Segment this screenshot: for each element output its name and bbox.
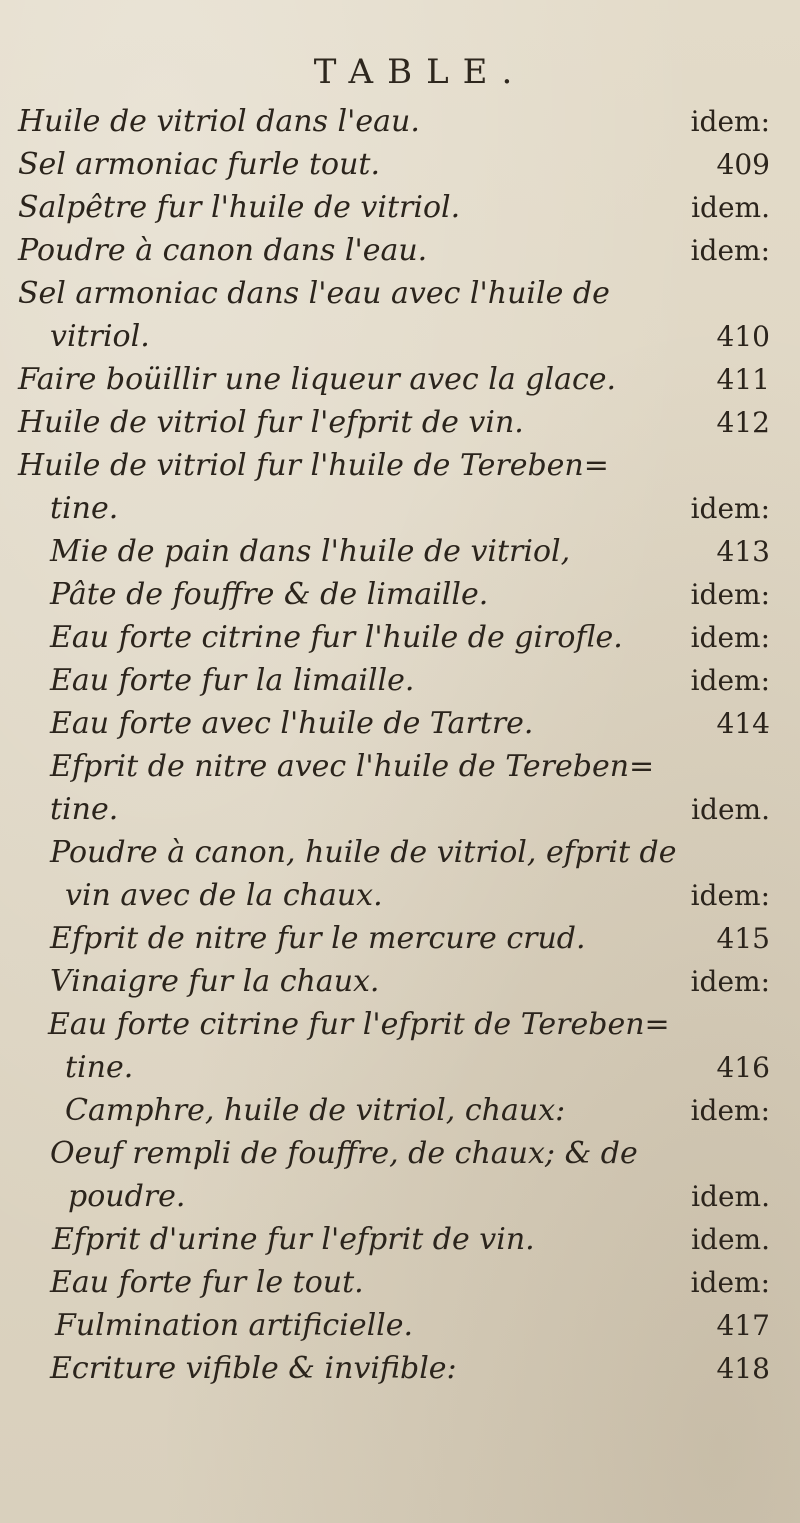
entry-text: tine. [50,491,119,526]
page-reference: 414 [716,707,770,740]
list-item [0,315,800,359]
list-item [0,917,800,961]
entry-text: Poudre à canon, huile de vitriol, efprit de [50,835,677,870]
entry-text: Sel armoniac furle tout. [18,147,380,182]
page-reference: idem: [690,965,770,998]
page-reference: idem: [690,664,770,697]
page-reference: 412 [716,406,770,439]
entry-text: vin avec de la chaux. [65,878,383,913]
page-reference: 415 [716,922,770,955]
entry-text: Eau forte citrine fur l'huile de girofle. [50,620,623,655]
entry-text: poudre. [68,1179,186,1214]
entry-text: Eau forte citrine fur l'efprit de Tereben= [48,1007,670,1042]
page-reference: 413 [716,535,770,568]
list-item [0,1347,800,1391]
entry-text: Mie de pain dans l'huile de vitriol, [50,534,571,569]
page-reference: idem. [691,1180,770,1213]
page-reference: 410 [716,320,770,353]
entry-text: Huile de vitriol fur l'efprit de vin. [18,405,524,440]
list-item [0,874,800,918]
list-item [0,530,800,574]
entry-text: Oeuf rempli de fouffre, de chaux; & de [50,1136,638,1171]
entry-text: Eau forte fur la limaille. [50,663,415,698]
page-reference: idem: [690,105,770,138]
entry-text: Salpêtre fur l'huile de vitriol. [18,190,461,225]
entry-text: Poudre à canon dans l'eau. [18,233,428,268]
list-item [0,1003,800,1047]
list-item [0,401,800,445]
list-item [0,358,800,402]
page-reference: 416 [716,1051,770,1084]
list-item [0,1218,800,1262]
list-item [0,1089,800,1133]
list-item [0,1175,800,1219]
list-item [0,1046,800,1090]
entry-text: Eau forte avec l'huile de Tartre. [50,706,534,741]
list-item [0,143,800,187]
entry-text: Camphre, huile de vitriol, chaux: [65,1093,566,1128]
entry-text: Huile de vitriol dans l'eau. [18,104,420,139]
entry-text: Efprit de nitre avec l'huile de Tereben= [50,749,655,784]
page-reference: idem: [690,492,770,525]
entry-text: Eau forte fur le tout. [50,1265,364,1300]
list-item [0,1261,800,1305]
entry-text: tine. [65,1050,134,1085]
list-item [0,487,800,531]
list-item [0,788,800,832]
entry-text: Efprit d'urine fur l'efprit de vin. [52,1222,535,1257]
page-reference: idem. [691,793,770,826]
page-reference: idem: [690,234,770,267]
page-reference: idem: [690,621,770,654]
page-reference: 418 [716,1352,770,1385]
list-item [0,186,800,230]
page-reference: 411 [716,363,770,396]
list-item [0,616,800,660]
entry-text: Ecriture vifible & invifible: [50,1351,457,1386]
list-item [0,272,800,316]
list-item [0,100,800,144]
list-item [0,831,800,875]
page-reference: idem: [690,1094,770,1127]
entry-text: Vinaigre fur la chaux. [50,964,380,999]
page-reference: idem: [690,1266,770,1299]
list-item [0,1132,800,1176]
entry-text: Fulmination artificielle. [55,1308,414,1343]
page-reference: 417 [716,1309,770,1342]
entry-text: Pâte de fouffre & de limaille. [50,577,489,612]
page-reference: idem: [690,578,770,611]
entry-text: vitriol. [50,319,150,354]
page-reference: 409 [716,148,770,181]
list-item [0,960,800,1004]
page-reference: idem. [691,191,770,224]
list-item [0,745,800,789]
entry-text: Efprit de nitre fur le mercure crud. [50,921,586,956]
entry-text: Faire boüillir une liqueur avec la glace. [18,362,617,397]
list-item [0,702,800,746]
list-item [0,1304,800,1348]
page-reference: idem: [690,879,770,912]
list-item [0,573,800,617]
list-item [0,659,800,703]
list-item [0,229,800,273]
page-reference: idem. [691,1223,770,1256]
entry-text: Sel armoniac dans l'eau avec l'huile de [18,276,610,311]
entry-text: Huile de vitriol fur l'huile de Tereben= [18,448,609,483]
entry-text: tine. [50,792,119,827]
list-item [0,444,800,488]
page-heading: TABLE. [313,52,527,92]
